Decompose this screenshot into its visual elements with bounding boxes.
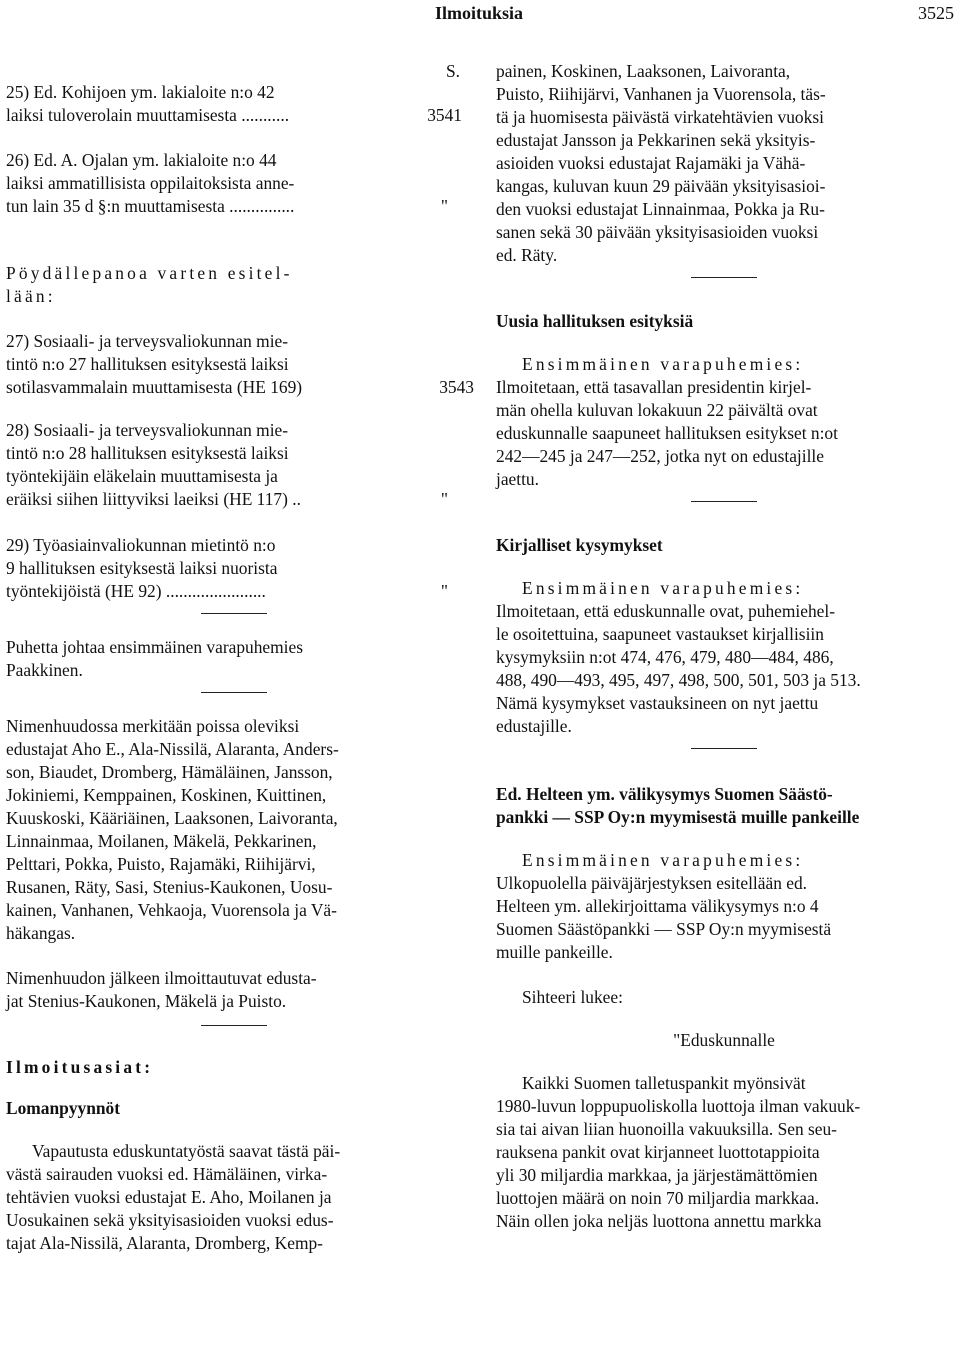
quote-line: yli 30 miljardia markkaa, ja järjestämättömien (496, 1165, 818, 1185)
interpellation-heading-line: Ed. Helteen ym. välikysymys Suomen Säästö- (496, 784, 833, 804)
speaker-label: Ensimmäinen varapuhemies: (522, 850, 804, 870)
section-heading-line: lään: (6, 286, 56, 306)
divider (201, 692, 267, 693)
leave-requests-heading: Lomanpyynnöt (6, 1098, 121, 1118)
rollcall-line: kainen, Vanhanen, Vehkaoja, Vuorensola ja Vä- (6, 900, 337, 920)
quote-line: 1980-luvun loppupuoliskolla luottoja ilman vakuuk- (496, 1096, 861, 1116)
interpellation-line: muille pankeille. (496, 942, 613, 962)
leave-line: tehtävien vuoksi edustajat E. Aho, Moilanen ja (6, 1187, 332, 1207)
secretary-line: Sihteeri lukee: (522, 987, 623, 1007)
interpellation-line: Ulkopuolella päiväjärjestyksen esitellään ed. (496, 873, 807, 893)
agenda-item-28-line: eräiksi siihen liittyviksi laeiksi (HE 117) .. (6, 489, 301, 509)
new-bills-heading: Uusia hallituksen esityksiä (496, 311, 694, 331)
leave-line: Vapautusta eduskuntatyöstä saavat tästä päi- (32, 1141, 341, 1161)
rollcall-line: Kuuskoski, Kääriäinen, Laaksonen, Laivoranta, (6, 808, 338, 828)
agenda-item-26-line: 26) Ed. A. Ojalan ym. lakialoite n:o 44 (6, 150, 277, 170)
questions-line: Ilmoitetaan, että eduskunnalle ovat, puhemiehel- (496, 601, 835, 621)
agenda-item-29 (6, 534, 462, 603)
agenda-item-29-line: työntekijöistä (HE 92) ....................... (6, 581, 266, 601)
rollcall-line: Linnainmaa, Moilanen, Mäkelä, Pekkarinen, (6, 831, 317, 851)
page-header (0, 0, 960, 30)
quote-line: rauksena pankit ovat kirjanneet luottotappioita (496, 1142, 820, 1162)
section-heading-tabling (6, 262, 462, 308)
agenda-item-28-line: työntekijäin eläkelain muuttamisesta ja (6, 466, 278, 486)
written-questions-heading: Kirjalliset kysymykset (496, 535, 663, 555)
rollcall-line: häkangas. (6, 923, 76, 943)
leave-line: ed. Räty. (496, 245, 558, 265)
interpellation-line: Suomen Säästöpankki — SSP Oy:n myymisestä (496, 919, 832, 939)
questions-line: Nämä kysymykset vastauksineen on nyt jaettu (496, 693, 819, 713)
agenda-item-27 (6, 330, 474, 399)
notices-heading: Ilmoitusasiat: (6, 1057, 154, 1077)
leave-line: västä sairauden vuoksi ed. Hämäläinen, virka- (6, 1164, 328, 1184)
leave-line: tajat Ala-Nissilä, Alaranta, Dromberg, Kemp- (6, 1233, 323, 1253)
after-rollcall-line: Nimenhuudon jälkeen ilmoittautuvat edusta- (6, 968, 317, 988)
bills-line: eduskunnalle saapuneet hallituksen esitykset n:ot (496, 423, 838, 443)
rollcall-line: son, Biaudet, Dromberg, Hämäläinen, Jansson, (6, 762, 333, 782)
agenda-item-26-page: " (440, 196, 448, 216)
agenda-item-25-line: 25) Ed. Kohijoen ym. lakialoite n:o 42 (6, 82, 275, 102)
divider (691, 501, 757, 502)
chair-line: Paakkinen. (6, 660, 83, 680)
right-column (496, 60, 952, 1233)
agenda-item-29-page: " (440, 581, 448, 601)
leave-paragraph (6, 1140, 462, 1255)
agenda-item-27-line: 27) Sosiaali- ja terveysvaliokunnan mie- (6, 331, 289, 351)
leave-line: painen, Koskinen, Laaksonen, Laivoranta, (496, 61, 791, 81)
after-rollcall-paragraph (6, 967, 462, 1013)
bills-line: jaettu. (496, 469, 539, 489)
bills-line: Ilmoitetaan, että tasavallan presidentin kirjel- (496, 377, 812, 397)
leave-line: sanen sekä 30 päivään yksityisasioiden vuoksi (496, 222, 819, 242)
rollcall-line: edustajat Aho E., Ala-Nissilä, Alaranta, Anders- (6, 739, 339, 759)
questions-line: kysymyksiin n:ot 474, 476, 479, 480—484, 486, (496, 647, 834, 667)
leave-line: edustajat Jansson ja Pekkarinen sekä yksityis- (496, 130, 816, 150)
rollcall-line: Jokiniemi, Kemppainen, Koskinen, Kuittinen, (6, 785, 327, 805)
leave-line: Puisto, Riihijärvi, Vanhanen ja Vuorensola, täs- (496, 84, 826, 104)
agenda-item-27-page: 3543 (439, 377, 474, 397)
after-rollcall-line: jat Stenius-Kaukonen, Mäkelä ja Puisto. (6, 991, 287, 1011)
rollcall-line: Rusanen, Räty, Sasi, Stenius-Kaukonen, Uosu- (6, 877, 333, 897)
agenda-item-29-line: 29) Työasiainvaliokunnan mietintö n:o (6, 535, 276, 555)
agenda-item-27-line: sotilasvammalain muuttamisesta (HE 169) (6, 377, 303, 397)
chair-paragraph (6, 636, 462, 682)
quote-line: luottojen määrä on noin 70 miljardia markkaa. (496, 1188, 820, 1208)
questions-line: edustajille. (496, 716, 572, 736)
quote-paragraph (496, 1072, 952, 1233)
bills-line: 242—245 ja 247—252, jotka nyt on edustajille (496, 446, 824, 466)
quote-line: sia tai aivan liian huonoilla vakuuksilla. Sen seu- (496, 1119, 837, 1139)
agenda-item-27-line: tintö n:o 27 hallituksen esityksestä laiksi (6, 354, 289, 374)
agenda-item-26-line: tun lain 35 d §:n muuttamisesta ............... (6, 196, 295, 216)
page-number: 3525 (918, 3, 954, 23)
interpellation-heading-line: pankki — SSP Oy:n myymisestä muille pankeille (496, 807, 860, 827)
agenda-item-26-line: laiksi ammatillisista oppilaitoksista anne- (6, 173, 295, 193)
leave-line: asioiden vuoksi edustajat Rajamäki ja Vähä- (496, 153, 806, 173)
leave-line: Uosukainen sekä yksityisasioiden vuoksi edus- (6, 1210, 334, 1230)
agenda-item-25 (6, 81, 462, 127)
new-bills-paragraph (496, 353, 952, 491)
leave-line: den vuoksi edustajat Linnainmaa, Pokka ja Ru- (496, 199, 825, 219)
page-ref-column-label: S. (445, 61, 460, 81)
written-questions-paragraph (496, 577, 952, 738)
questions-line: le osoitettuina, saapuneet vastaukset kirjallisiin (496, 624, 824, 644)
agenda-item-28-line: tintö n:o 28 hallituksen esityksestä laiksi (6, 443, 289, 463)
bills-line: män ohella kuluvan lokakuun 22 päivältä ovat (496, 400, 818, 420)
interpellation-paragraph (496, 849, 952, 964)
agenda-item-25-line: laiksi tuloverolain muuttamisesta ........... (6, 105, 290, 125)
divider (201, 613, 267, 614)
questions-line: 488, 490—493, 495, 497, 498, 500, 501, 503 ja 513. (496, 670, 861, 690)
speaker-label: Ensimmäinen varapuhemies: (522, 354, 804, 374)
agenda-item-29-line: 9 hallituksen esityksestä laiksi nuorista (6, 558, 278, 578)
agenda-item-25-page: 3541 (427, 105, 462, 125)
section-heading-line: Pöydällepanoa varten esitel- (6, 263, 293, 283)
rollcall-line: Nimenhuudossa merkitään poissa oleviksi (6, 716, 300, 736)
agenda-item-28 (6, 419, 462, 511)
quote-heading: "Eduskunnalle (673, 1030, 775, 1050)
leave-continuation (496, 60, 952, 267)
quote-line: Näin ollen joka neljäs luottona annettu markka (496, 1211, 822, 1231)
divider (691, 748, 757, 749)
leave-line: kangas, kuluvan kuun 29 päivään yksityisasioi- (496, 176, 826, 196)
agenda-item-28-page: " (440, 489, 448, 509)
speaker-label: Ensimmäinen varapuhemies: (522, 578, 804, 598)
quote-line: Kaikki Suomen talletuspankit myönsivät (522, 1073, 806, 1093)
divider (691, 277, 757, 278)
rollcall-paragraph (6, 715, 462, 945)
agenda-item-26 (6, 149, 462, 218)
interpellation-heading (496, 783, 952, 829)
chair-line: Puhetta johtaa ensimmäinen varapuhemies (6, 637, 303, 657)
running-title: Ilmoituksia (435, 3, 524, 23)
rollcall-line: Pelttari, Pokka, Puisto, Rajamäki, Riihijärvi, (6, 854, 316, 874)
interpellation-line: Helteen ym. allekirjoittama välikysymys n:o 4 (496, 896, 819, 916)
divider (201, 1025, 267, 1026)
left-column (6, 60, 474, 1255)
leave-line: tä ja huomisesta päivästä virkatehtävien vuoksi (496, 107, 824, 127)
agenda-item-28-line: 28) Sosiaali- ja terveysvaliokunnan mie- (6, 420, 289, 440)
